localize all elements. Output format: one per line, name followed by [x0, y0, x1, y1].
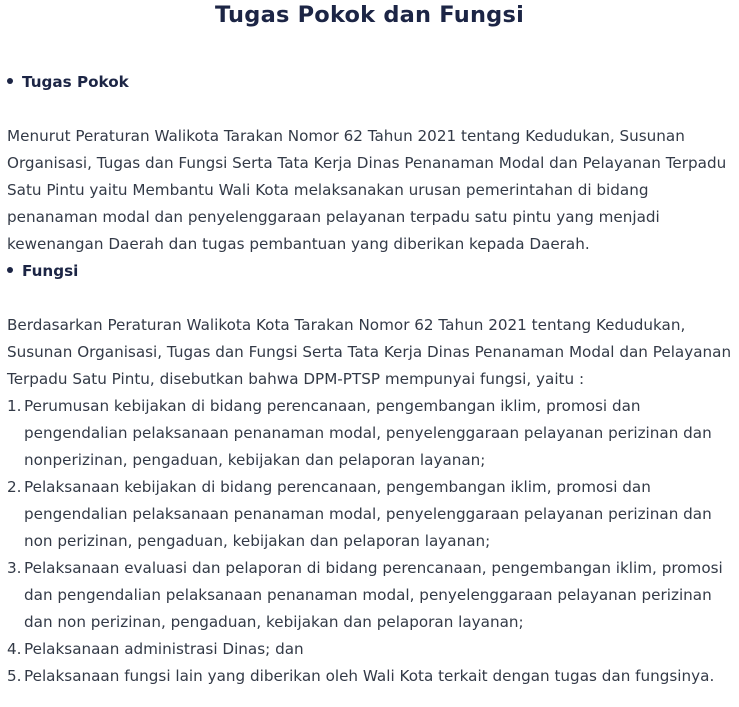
list-item-number: 4. — [7, 640, 22, 658]
list-item-text: Pelaksanaan evaluasi dan pelaporan di bidang perencanaan, pengembangan iklim, promosi dan pengendalian pelaksanaan penanaman modal, penyelenggaraan pelayanan perizinan dan non perizinan, pengaduan, kebijakan dan pelaporan layanan; — [24, 559, 723, 631]
page-title: Tugas Pokok dan Fungsi — [214, 2, 524, 28]
list-item — [7, 555, 735, 636]
list-item — [7, 636, 735, 663]
list-item-text: Perumusan kebijakan di bidang perencanaan, pengembangan iklim, promosi dan pengendalian pelaksanaan penanaman modal, penyelenggaraan pelayanan perizinan dan nonperizinan, pengaduan, kebijakan dan pelaporan layanan; — [24, 397, 712, 469]
list-item-number: 5. — [7, 667, 22, 685]
section-heading-label: Tugas Pokok — [22, 73, 129, 91]
fungsi-intro: Berdasarkan Peraturan Walikota Kota Tarakan Nomor 62 Tahun 2021 tentang Kedudukan, Susunan Organisasi, Tugas dan Fungsi Serta Tata Kerja Dinas Penanaman Modal dan Pelayanan Terpadu Satu Pintu, disebutkan bahwa DPM-PTSP mempunyai fungsi, yaitu : — [7, 316, 732, 388]
section-heading-fungsi — [7, 261, 78, 281]
list-item-number: 3. — [7, 559, 22, 577]
list-item — [7, 474, 735, 555]
fungsi-list — [7, 393, 735, 690]
list-item — [7, 663, 735, 690]
list-item-text: Pelaksanaan kebijakan di bidang perencanaan, pengembangan iklim, promosi dan pengendalian pelaksanaan penanaman modal, penyelenggaraan pelayanan perizinan dan non perizinan, pengaduan, kebijakan dan pelaporan layanan; — [24, 478, 712, 550]
list-item-text: Pelaksanaan administrasi Dinas; dan — [24, 640, 304, 658]
list-item-number: 2. — [7, 478, 22, 496]
bullet-icon — [7, 78, 13, 84]
section-heading-label: Fungsi — [22, 262, 79, 280]
list-item-number: 1. — [7, 397, 22, 415]
list-item-text: Pelaksanaan fungsi lain yang diberikan oleh Wali Kota terkait dengan tugas dan fungsinya. — [24, 667, 715, 685]
section-heading-tugas-pokok — [7, 72, 129, 92]
bullet-icon — [7, 267, 13, 273]
tugas-pokok-body: Menurut Peraturan Walikota Tarakan Nomor 62 Tahun 2021 tentang Kedudukan, Susunan Organisasi, Tugas dan Fungsi Serta Tata Kerja Dinas Penanaman Modal dan Pelayanan Terpadu Satu Pintu yaitu Membantu Wali Kota melaksanakan urusan pemerintahan di bidang penanaman modal dan penyelenggaraan pelayanan terpadu satu pintu yang menjadi kewenangan Daerah dan tugas pembantuan yang diberikan kepada Daerah. — [7, 127, 727, 253]
list-item — [7, 393, 735, 474]
